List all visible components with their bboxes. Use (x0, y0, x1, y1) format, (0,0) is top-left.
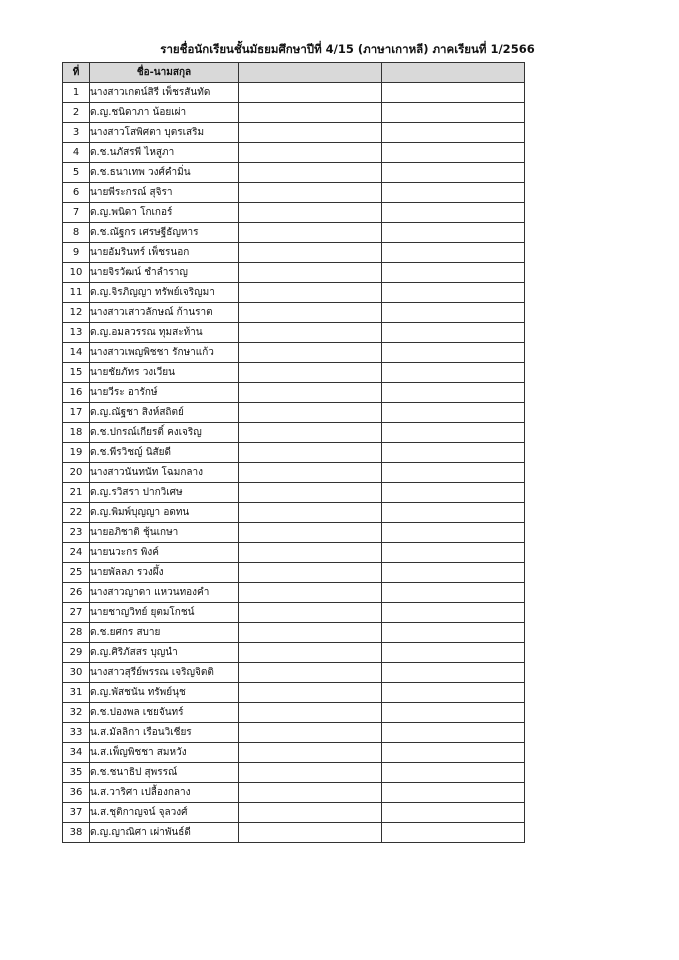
blank-cell (239, 583, 382, 603)
blank-cell (239, 703, 382, 723)
blank-cell (382, 423, 525, 443)
table-row (63, 563, 525, 583)
table-row (63, 183, 525, 203)
blank-cell (239, 123, 382, 143)
student-name: ด.ช.ธนาเทพ วงศ์คำมิ่น (90, 163, 239, 183)
student-name: ด.ญ.ศิริภัสสร บุญนำ (90, 643, 239, 663)
blank-cell (382, 583, 525, 603)
blank-cell (382, 363, 525, 383)
blank-cell (382, 723, 525, 743)
row-number: 36 (63, 783, 90, 803)
row-number: 38 (63, 823, 90, 843)
blank-cell (382, 703, 525, 723)
student-name: นางสาวญาดา แหวนทองคำ (90, 583, 239, 603)
student-name: นางสาวเพญพิชชา รักษาแก้ว (90, 343, 239, 363)
table-row (63, 663, 525, 683)
blank-cell (239, 183, 382, 203)
blank-cell (382, 263, 525, 283)
blank-cell (382, 163, 525, 183)
student-name: นายอัมรินทร์ เพ็ชรนอก (90, 243, 239, 263)
student-name: ด.ช.ยศกร สบาย (90, 623, 239, 643)
student-name: ด.ญ.อมลวรรณ ทุมสะท้าน (90, 323, 239, 343)
blank-cell (239, 363, 382, 383)
header-number: ที่ (63, 63, 90, 83)
student-name: นางสาวสุรีย์พรรณ เจริญจิตติ (90, 663, 239, 683)
blank-cell (239, 783, 382, 803)
blank-cell (382, 783, 525, 803)
row-number: 8 (63, 223, 90, 243)
row-number: 1 (63, 83, 90, 103)
student-name: ด.ช.นภัสรพี ไหสูภา (90, 143, 239, 163)
table-row (63, 723, 525, 743)
table-row (63, 443, 525, 463)
row-number: 10 (63, 263, 90, 283)
table-body (63, 83, 525, 843)
blank-cell (382, 643, 525, 663)
row-number: 37 (63, 803, 90, 823)
blank-cell (239, 243, 382, 263)
table-row (63, 143, 525, 163)
blank-cell (239, 143, 382, 163)
student-name: นายชาญวิทย์ ยุตมโกชน์ (90, 603, 239, 623)
row-number: 16 (63, 383, 90, 403)
student-name: ด.ญ.ญาณิศา เผ่าพันธ์ดี (90, 823, 239, 843)
row-number: 11 (63, 283, 90, 303)
blank-cell (382, 543, 525, 563)
blank-cell (382, 243, 525, 263)
row-number: 32 (63, 703, 90, 723)
student-name: นางสาวนันทนัท โฉมกลาง (90, 463, 239, 483)
blank-cell (382, 563, 525, 583)
blank-cell (239, 283, 382, 303)
row-number: 13 (63, 323, 90, 343)
table-row (63, 603, 525, 623)
blank-cell (382, 123, 525, 143)
blank-cell (239, 443, 382, 463)
student-name: น.ส.วาริศา เปลื้องกลาง (90, 783, 239, 803)
table-row (63, 683, 525, 703)
blank-cell (382, 103, 525, 123)
table-row (63, 223, 525, 243)
blank-cell (239, 263, 382, 283)
header-blank-2 (382, 63, 525, 83)
blank-cell (382, 683, 525, 703)
table-row (63, 423, 525, 443)
table-row (63, 743, 525, 763)
row-number: 22 (63, 503, 90, 523)
row-number: 23 (63, 523, 90, 543)
row-number: 30 (63, 663, 90, 683)
blank-cell (382, 803, 525, 823)
student-name: ด.ญ.รวิสรา ปากวิเศษ (90, 483, 239, 503)
row-number: 20 (63, 463, 90, 483)
table-row (63, 303, 525, 323)
row-number: 3 (63, 123, 90, 143)
table-row (63, 783, 525, 803)
student-name: นายพีระกรณ์ สุจิรา (90, 183, 239, 203)
row-number: 9 (63, 243, 90, 263)
row-number: 2 (63, 103, 90, 123)
table-row (63, 703, 525, 723)
row-number: 12 (63, 303, 90, 323)
blank-cell (382, 483, 525, 503)
blank-cell (239, 723, 382, 743)
row-number: 5 (63, 163, 90, 183)
student-name: ด.ญ.พัสชนัน ทรัพย์นุช (90, 683, 239, 703)
row-number: 25 (63, 563, 90, 583)
row-number: 31 (63, 683, 90, 703)
student-name: ด.ช.พีรวิชญ์ นิสัยดี (90, 443, 239, 463)
table-row (63, 83, 525, 103)
blank-cell (239, 303, 382, 323)
student-name: ด.ช.ปกรณ์เกียรติ์ คงเจริญ (90, 423, 239, 443)
table-row (63, 763, 525, 783)
blank-cell (239, 563, 382, 583)
table-row (63, 103, 525, 123)
student-name: นางสาวโสพิศตา บุตรเสริม (90, 123, 239, 143)
table-row (63, 203, 525, 223)
blank-cell (382, 603, 525, 623)
blank-cell (239, 103, 382, 123)
blank-cell (382, 303, 525, 323)
blank-cell (239, 463, 382, 483)
student-name: นายนวะกร พิงค์ (90, 543, 239, 563)
blank-cell (239, 603, 382, 623)
table-row (63, 343, 525, 363)
table-header-row (63, 63, 525, 83)
student-name: นายพัลลภ รวงผึ้ง (90, 563, 239, 583)
row-number: 6 (63, 183, 90, 203)
blank-cell (382, 343, 525, 363)
row-number: 17 (63, 403, 90, 423)
table-row (63, 323, 525, 343)
row-number: 18 (63, 423, 90, 443)
blank-cell (239, 683, 382, 703)
blank-cell (239, 543, 382, 563)
blank-cell (239, 83, 382, 103)
student-name: ด.ญ.จิรภิญญา ทรัพย์เจริญมา (90, 283, 239, 303)
blank-cell (382, 623, 525, 643)
table-row (63, 243, 525, 263)
table-row (63, 283, 525, 303)
blank-cell (239, 483, 382, 503)
blank-cell (239, 163, 382, 183)
table-row (63, 163, 525, 183)
student-name: ด.ช.ชนาธิป สุพรรณ์ (90, 763, 239, 783)
blank-cell (239, 503, 382, 523)
row-number: 15 (63, 363, 90, 383)
table-row (63, 523, 525, 543)
blank-cell (382, 503, 525, 523)
row-number: 19 (63, 443, 90, 463)
blank-cell (239, 763, 382, 783)
student-name: นางสาวเกตน์สิรี เพ็ชรสันทัด (90, 83, 239, 103)
student-name: ด.ญ.ณัฐชา สิงห์สถิตย์ (90, 403, 239, 423)
table-row (63, 383, 525, 403)
table-row (63, 483, 525, 503)
student-name: นางสาวเสาวลักษณ์ ก้านราต (90, 303, 239, 323)
blank-cell (239, 643, 382, 663)
table-row (63, 543, 525, 563)
blank-cell (382, 463, 525, 483)
student-name: ด.ช.ณัฐกร เศรษฐีธัญหาร (90, 223, 239, 243)
blank-cell (239, 223, 382, 243)
row-number: 33 (63, 723, 90, 743)
row-number: 4 (63, 143, 90, 163)
table-row (63, 803, 525, 823)
table-row (63, 503, 525, 523)
header-blank-1 (239, 63, 382, 83)
row-number: 21 (63, 483, 90, 503)
blank-cell (382, 823, 525, 843)
row-number: 29 (63, 643, 90, 663)
student-name: นายจิรวัฒน์ ชำลำราญ (90, 263, 239, 283)
blank-cell (382, 403, 525, 423)
table-row (63, 643, 525, 663)
header-name: ชื่อ-นามสกุล (90, 63, 239, 83)
blank-cell (239, 323, 382, 343)
student-name: น.ส.มัลลิกา เรือนวิเชียร (90, 723, 239, 743)
blank-cell (382, 203, 525, 223)
student-name: ด.ญ.ชนิดาภา น้อยเผ่า (90, 103, 239, 123)
blank-cell (382, 523, 525, 543)
row-number: 7 (63, 203, 90, 223)
blank-cell (382, 223, 525, 243)
row-number: 26 (63, 583, 90, 603)
row-number: 14 (63, 343, 90, 363)
document-title: รายชื่อนักเรียนชั้นมัธยมศึกษาปีที่ 4/15 (ภาษาเกาหลี) ภาคเรียนที่ 1/2566 (160, 42, 535, 56)
blank-cell (239, 423, 382, 443)
student-name: นายอภิชาติ ชุ้นเกษา (90, 523, 239, 543)
table-row (63, 263, 525, 283)
row-number: 28 (63, 623, 90, 643)
blank-cell (239, 663, 382, 683)
blank-cell (382, 763, 525, 783)
student-name: นายชัยภัทร วงเวียน (90, 363, 239, 383)
table-row (63, 463, 525, 483)
blank-cell (382, 83, 525, 103)
student-name: น.ส.ชุติกาญจน์ จุลวงศ์ (90, 803, 239, 823)
blank-cell (382, 443, 525, 463)
blank-cell (239, 383, 382, 403)
table-row (63, 403, 525, 423)
student-name: ด.ญ.พนิดา โกเกอร์ (90, 203, 239, 223)
row-number: 35 (63, 763, 90, 783)
blank-cell (239, 823, 382, 843)
table-row (63, 823, 525, 843)
blank-cell (239, 523, 382, 543)
row-number: 27 (63, 603, 90, 623)
blank-cell (382, 323, 525, 343)
blank-cell (382, 143, 525, 163)
student-name: น.ส.เพ็ญพิชชา สมหวัง (90, 743, 239, 763)
blank-cell (239, 343, 382, 363)
row-number: 24 (63, 543, 90, 563)
blank-cell (382, 383, 525, 403)
student-name: นายวีระ อารักษ์ (90, 383, 239, 403)
blank-cell (239, 623, 382, 643)
blank-cell (382, 743, 525, 763)
blank-cell (382, 283, 525, 303)
blank-cell (239, 203, 382, 223)
blank-cell (239, 403, 382, 423)
row-number: 34 (63, 743, 90, 763)
blank-cell (239, 743, 382, 763)
table-row (63, 123, 525, 143)
blank-cell (382, 663, 525, 683)
table-row (63, 363, 525, 383)
blank-cell (239, 803, 382, 823)
blank-cell (382, 183, 525, 203)
table-row (63, 583, 525, 603)
student-name: ด.ญ.พิมพ์บุญญา อดทน (90, 503, 239, 523)
student-roster-table (62, 62, 525, 843)
student-name: ด.ช.ปองพล เชยจันทร์ (90, 703, 239, 723)
table-row (63, 623, 525, 643)
